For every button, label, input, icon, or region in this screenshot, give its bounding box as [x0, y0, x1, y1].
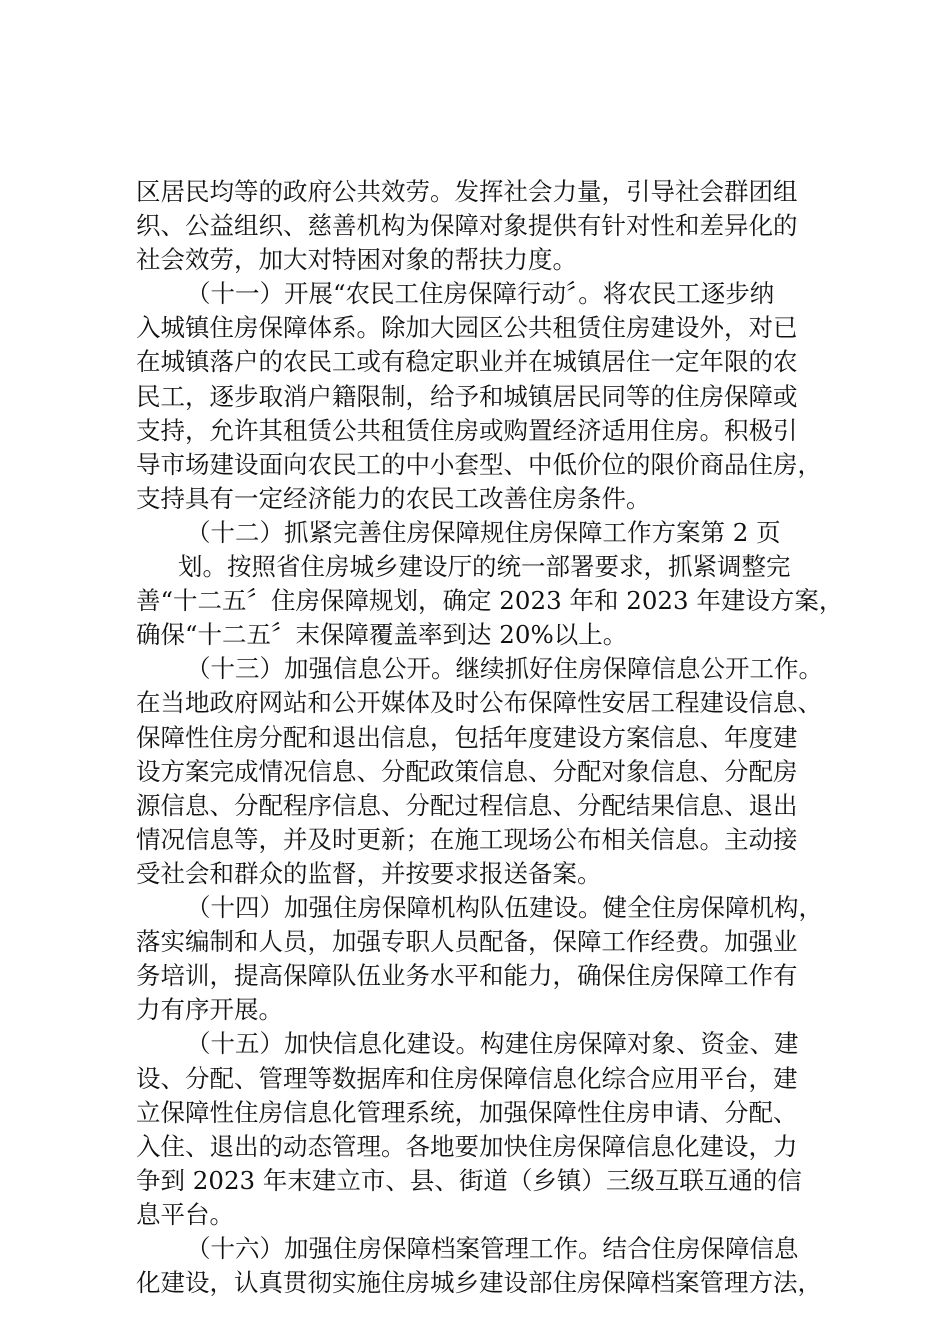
- text-line: 入住、退出的动态管理。各地要加快住房保障信息化建设，力: [136, 1132, 798, 1161]
- text-line: 支持具有一定经济能力的农民工改善住房条件。: [136, 484, 651, 513]
- paragraph-heading-11: （十一）开展“农民工住房保障行动〞。将农民工逐步纳: [186, 279, 775, 308]
- paragraph-heading-14: （十四）加强住房保障机构队伍建设。健全住房保障机构，: [186, 893, 823, 922]
- text-line: 息平台。: [136, 1200, 234, 1229]
- text-line: 设、分配、管理等数据库和住房保障信息化综合应用平台，建: [136, 1064, 798, 1093]
- paragraph-heading-16: （十六）加强住房保障档案管理工作。结合住房保障信息: [186, 1234, 799, 1263]
- text-line: 力有序开展。: [136, 995, 283, 1024]
- text-line: 入城镇住房保障体系。除加大园区公共租赁住房建设外，对已: [136, 313, 798, 342]
- text-line: 务培训，提高保障队伍业务水平和能力，确保住房保障工作有: [136, 961, 798, 990]
- text-line: 划。按照省住房城乡建设厅的统一部署要求，抓紧调整完: [178, 552, 791, 581]
- text-line: 争到 2023 年末建立市、县、街道（乡镇）三级互联互通的信: [136, 1166, 802, 1195]
- text-line: 立保障性住房信息化管理系统，加强保障性住房申请、分配、: [136, 1098, 798, 1127]
- text-line: 导市场建设面向农民工的中小套型、中低价位的限价商品住房，: [136, 450, 822, 479]
- text-line: 情况信息等，并及时更新；在施工现场公布相关信息。主动接: [136, 825, 798, 854]
- text-line: 区居民均等的政府公共效劳。发挥社会力量，引导社会群团组: [136, 177, 798, 206]
- text-line: 民工，逐步取消户籍限制，给予和城镇居民同等的住房保障或: [136, 382, 798, 411]
- text-line: 社会效劳，加大对特困对象的帮扶力度。: [136, 245, 577, 274]
- paragraph-heading-13: （十三）加强信息公开。继续抓好住房保障信息公开工作。: [186, 654, 823, 683]
- paragraph-heading-12: （十二）抓紧完善住房保障规住房保障工作方案第 2 页: [186, 518, 781, 547]
- text-line: 保障性住房分配和退出信息，包括年度建设方案信息、年度建: [136, 723, 798, 752]
- text-line: 善“十二五〞住房保障规划，确定 2023 年和 2023 年建设方案，: [136, 586, 844, 615]
- text-line: 支持，允许其租赁公共租赁住房或购置经济适用住房。积极引: [136, 416, 798, 445]
- text-line: 在城镇落户的农民工或有稳定职业并在城镇居住一定年限的农: [136, 347, 798, 376]
- text-line: 在当地政府网站和公开媒体及时公布保障性安居工程建设信息、: [136, 688, 822, 717]
- paragraph-heading-15: （十五）加快信息化建设。构建住房保障对象、资金、建: [186, 1029, 799, 1058]
- text-line: 落实编制和人员，加强专职人员配备，保障工作经费。加强业: [136, 927, 798, 956]
- text-line: 设方案完成情况信息、分配政策信息、分配对象信息、分配房: [136, 757, 798, 786]
- text-line: 确保“十二五〞末保障覆盖率到达 20%以上。: [136, 620, 628, 649]
- text-line: 源信息、分配程序信息、分配过程信息、分配结果信息、退出: [136, 791, 798, 820]
- text-line: 受社会和群众的监督，并按要求报送备案。: [136, 859, 602, 888]
- text-line: 织、公益组织、慈善机构为保障对象提供有针对性和差异化的: [136, 211, 798, 240]
- text-line: 化建设，认真贯彻实施住房城乡建设部住房保障档案管理方法，: [136, 1268, 822, 1297]
